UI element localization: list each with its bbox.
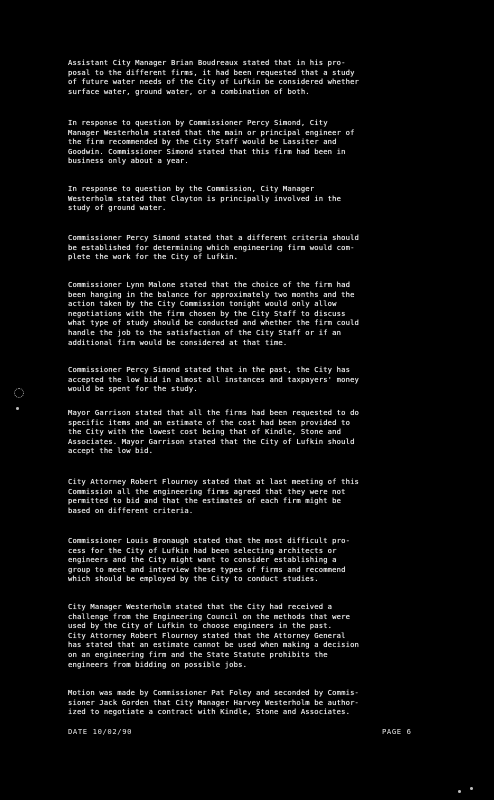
punch-hole-mark [14, 388, 24, 398]
paragraph-city-attorney: City Attorney Robert Flournoy stated that at last meeting of this Commission all the engineering firms agreed that they were not permitted to bid and that the estimates of each firm might be based on different criteria. [68, 477, 360, 515]
paragraph-different-criteria: Commissioner Percy Simond stated that a different criteria should be established for determining which engineering firm would com- plete the work for the City of Lufkin. [68, 233, 360, 262]
paragraph-mayor-garrison: Mayor Garrison stated that all the firms had been requested to do specific items and an estimate of the cost had been provided to the City with the lowest cost being that of Kindle, Stone and Associates. Mayor Garrison stated that the City of Lufkin should accept the low bid. [68, 408, 360, 456]
footer-page: PAGE 6 [382, 727, 412, 736]
paragraph-engineering-council: City Manager Westerholm stated that the City had received a challenge from the Engineering Council on the methods that were used by the City of Lufkin to choose engineers in the past. City Attorney Robert Flournoy stated that the Attorney General has stated that an estimate cannot be used when making a decision on an engineering firm and the State Statute prohibits the engineers from bidding on possible jobs. [68, 602, 360, 669]
paragraph-louis-bronaugh: Commissioner Louis Bronaugh stated that the most difficult pro- cess for the City of Lufkin had been selecting architects or engineers and the City might want to consider establishing a group to meet and interview these types of firms and recommend which should be employed by the City to conduct studies. [68, 536, 351, 584]
scan-speck [470, 787, 473, 790]
paragraph-simond-question: In response to question by Commissioner Percy Simond, City Manager Westerholm stated that the main or principal engineer of the firm recommended by the City Staff would be Lassiter and Goodwin. Commissioner Simond stated that this firm had been in business only about a year. [68, 118, 355, 166]
scan-speck [458, 790, 461, 793]
footer-date: DATE 10/02/90 [68, 727, 133, 736]
paragraph-clayton: In response to question by the Commission, City Manager Westerholm stated that Clayton is principally involved in the study of ground water. [68, 184, 342, 213]
paragraph-motion: Motion was made by Commissioner Pat Foley and seconded by Commis- sioner Jack Gorden that City Manager Harvey Westerholm be author- ized to negotiate a contract with Kindle, Stone and Associates. [68, 688, 360, 717]
paragraph-low-bid: Commissioner Percy Simond stated that in the past, the City has accepted the low bid in almost all instances and taxpayers' money would be spent for the study. [68, 365, 360, 394]
scan-speck [16, 407, 19, 410]
paragraph-lynn-malone: Commissioner Lynn Malone stated that the choice of the firm had been hanging in the balance for approximately two months and the action taken by the City Commission tonight would only allow negotiations with the firm chosen by the City Staff to discuss what type of study should be conducted and whether the firm could handle the job to the satisfaction of the City Staff or if an additional firm would be considered at that time. [68, 280, 360, 347]
paragraph-brian-boudreaux: Assistant City Manager Brian Boudreaux stated that in his pro- posal to the different firms, it had been requested that a study of future water needs of the City of Lufkin be considered whether surface water, ground water, or a combination of both. [68, 58, 360, 96]
